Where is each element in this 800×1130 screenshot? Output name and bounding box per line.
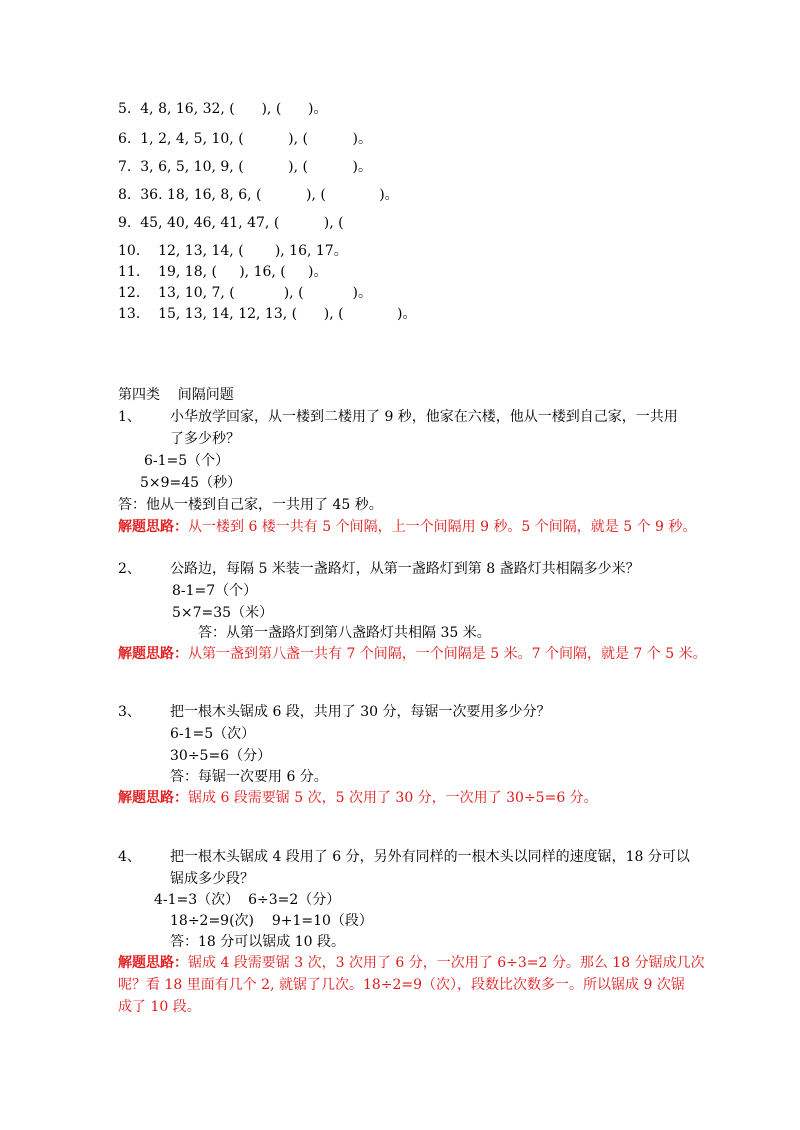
problem-4-step-1: 4-1=3（次） 6÷3=2（分）	[154, 892, 341, 908]
problem-3-hint-label: 解题思路：	[118, 790, 188, 806]
problem-2-hint-text: 从第一盏到第八盏一共有 7 个间隔，一个间隔是 5 米。7 个间隔，就是 7 个 5 米。	[188, 646, 707, 662]
problem-3-number: 3、	[118, 704, 141, 720]
problem-2-answer: 答：从第一盏路灯到第八盏路灯共相隔 35 米。	[198, 625, 491, 641]
problem-2-hint-label: 解题思路：	[118, 646, 188, 662]
problem-1-step-2: 5×9=45（秒）	[140, 475, 242, 491]
problem-2-step-1: 8-1=7（个）	[172, 583, 258, 599]
problem-4-step-2: 18÷2=9(次) 9+1=10（段）	[170, 913, 373, 929]
problem-4-question-line-1: 把一根木头锯成 4 段用了 6 分，另外有同样的一根木头以同样的速度锯，18 分可以	[170, 849, 690, 865]
sequence-line-12: 12. 13, 10, 7, ( ), ( )。	[118, 285, 372, 301]
problem-4-hint-label: 解题思路：	[118, 955, 188, 971]
problem-4-hint-text: 锯成 4 段需要锯 3 次，3 次用了 6 分，一次用了 6÷3=2 分。那么 18 分锯成几次	[188, 955, 705, 971]
section-title: 第四类 间隔问题	[118, 387, 234, 403]
sequence-line-8: 8. 36. 18, 16, 8, 6, ( ), ( )。	[118, 187, 399, 203]
problem-3-hint-text: 锯成 6 段需要锯 5 次，5 次用了 30 分，一次用了 30÷5=6 分。	[188, 790, 598, 806]
sequence-line-6: 6. 1, 2, 4, 5, 10, ( ), ( )。	[118, 131, 372, 147]
problem-3-step-2: 30÷5=6（分）	[170, 748, 272, 764]
problem-4-hint-line-3: 成了 10 段。	[118, 999, 201, 1015]
problem-2-hint	[118, 645, 707, 663]
problem-4-question-line-2: 锯成多少段？	[170, 871, 254, 887]
problem-4-hint	[118, 954, 705, 972]
problem-1-question-line-2: 了多少秒？	[170, 431, 240, 447]
problem-1-answer: 答：他从一楼到自己家，一共用了 45 秒。	[118, 497, 383, 513]
sequence-line-10: 10. 12, 13, 14, ( ), 16, 17。	[118, 243, 348, 259]
sequence-line-11: 11. 19, 18, ( ), 16, ( )。	[118, 264, 328, 280]
problem-4-hint-line-2: 呢？看 18 里面有几个 2, 就锯了几次。18÷2=9（次），段数比次数多一。所以锯成 9 次锯	[118, 977, 685, 993]
problem-2-step-2: 5×7=35（米）	[172, 605, 274, 621]
problem-1-hint-text: 从一楼到 6 楼一共有 5 个间隔，上一个间隔用 9 秒。5 个间隔，就是 5 个 9 秒。	[188, 519, 697, 535]
sequence-line-9: 9. 45, 40, 46, 41, 47, ( ), (	[118, 215, 344, 231]
sequence-line-7: 7. 3, 6, 5, 10, 9, ( ), ( )。	[118, 159, 372, 175]
problem-1-question-line-1: 小华放学回家，从一楼到二楼用了 9 秒，他家在六楼，他从一楼到自己家，一共用	[170, 409, 678, 425]
problem-2-number: 2、	[118, 561, 141, 577]
problem-3-answer: 答：每锯一次要用 6 分。	[170, 769, 328, 785]
problem-1-hint-label: 解题思路：	[118, 519, 188, 535]
problem-1-step-1: 6-1=5（个）	[144, 453, 230, 469]
problem-3-question-line-1: 把一根木头锯成 6 段，共用了 30 分，每锯一次要用多少分？	[170, 704, 551, 720]
problem-4-number: 4、	[118, 849, 141, 865]
problem-4-answer: 答：18 分可以锯成 10 段。	[170, 934, 345, 950]
problem-3-step-1: 6-1=5（次）	[170, 726, 256, 742]
problem-1-number: 1、	[118, 409, 141, 425]
problem-1-hint	[118, 518, 696, 536]
sequence-line-13: 13. 15, 13, 14, 12, 13, ( ), ( )。	[118, 306, 417, 322]
problem-3-hint	[118, 789, 598, 807]
problem-2-question-line-1: 公路边，每隔 5 米装一盏路灯，从第一盏路灯到第 8 盏路灯共相隔多少米？	[170, 561, 640, 577]
sequence-line-5: 5. 4, 8, 16, 32, ( ), ( )。	[118, 101, 328, 117]
